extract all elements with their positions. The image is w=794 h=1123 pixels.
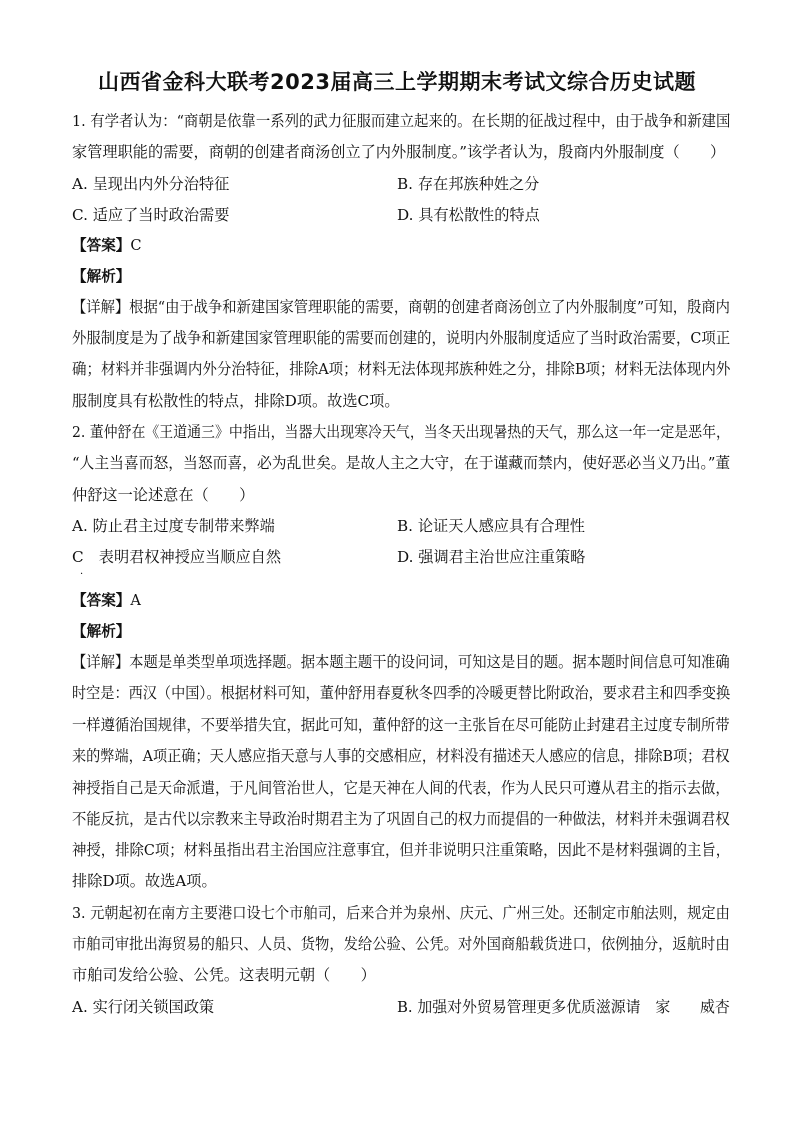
q1-detail-line-3: 确；材料并非强调内外分治特征，排除A项；材料无法体现邦族种姓之分，排除B项；材料无法体现内外: [72, 360, 731, 378]
q1-analysis-label: 【解析】: [72, 268, 131, 285]
q3-option-a: A. 实行闭关锁国政策: [72, 998, 215, 1016]
q3-stem-line-3: 市舶司发给公验、公凭。这表明元朝（ ）: [72, 966, 376, 984]
q1-option-c: C. 适应了当时政治需要: [72, 206, 230, 224]
q3-option-b: B. 加强对外贸易管理更多优质滋源请 家 威杏: [397, 998, 730, 1016]
q2-analysis-label: 【解析】: [72, 623, 131, 640]
q2-detail-line-4: 来的弊端，A项正确；天人感应指天意与人事的交感相应，材料没有描述天人感应的信息，排除B项；君权: [72, 747, 730, 765]
q2-option-a: A. 防止君主过度专制带来弊端: [72, 517, 275, 535]
q1-answer-value: C: [130, 237, 142, 254]
q3-stem-line-2: 市舶司审批出海贸易的船只、人员、货物，发给公验、公凭。对外国商船载货进口，依例抽分，返航时由: [72, 935, 730, 953]
q2-detail-line-6: 不能反抗，是古代以宗教来主导政治时期君主为了巩固自己的权力而提倡的一种做法，材料并未强调君权: [72, 810, 730, 828]
q2-detail-line-5: 神授指自己是天命派遣，于凡间管治世人，它是天神在人间的代表，作为人民只可遵从君主的指示去做，: [72, 779, 730, 797]
q2-stem-line-1: 2. 董仲舒在《王道通三》中指出，当器大出现寒冷天气，当冬天出现暑热的天气，那么这一年一定是恶年，: [72, 423, 730, 441]
q1-option-d: D. 具有松散性的特点: [397, 206, 540, 224]
q1-stem-line-2: 家管理职能的需要，商朝的创建者商汤创立了内外服制度。”该学者认为，殷商内外服制度（ ）: [72, 143, 726, 161]
q2-detail-line-7: 神授，排除C项；材料虽指出君主治国应注意事宜，但并非说明只注重策略，因此不是材料强调的主旨，: [72, 841, 731, 859]
q1-option-b: B. 存在邦族种姓之分: [397, 175, 540, 193]
stray-dot-mark: ·: [80, 569, 84, 580]
q2-stem-line-2: “人主当喜而怒，当怒而喜，必为乱世矣。是故人主之大守，在于谨藏而禁内，使好恶必当义乃出。”董: [72, 454, 731, 472]
q2-answer: [72, 589, 141, 610]
q1-option-a: A. 呈现出内外分治特征: [72, 175, 230, 193]
document-title: 山西省金科大联考2023届高三上学期期末考试文综合历史试题: [98, 70, 696, 94]
q1-stem-line-1: 1. 有学者认为：“商朝是依靠一系列的武力征服而建立起来的。在长期的征战过程中，由于战争和新建国: [72, 112, 731, 130]
q2-detail-line-8: 排除D项。故选A项。: [72, 872, 217, 890]
q2-detail-line-3: 一样遵循治国规律，不要举措失宜，据此可知，董仲舒的这一主张旨在尽可能防止封建君主过度专制所带: [72, 716, 730, 734]
q2-answer-label: 【答案】: [72, 592, 131, 609]
q1-detail-line-2: 外服制度是为了战争和新建国家管理职能的需要而创建的，说明内外服制度适应了当时政治需要，C项正: [72, 329, 731, 347]
q2-option-d: D. 强调君主治世应注重策略: [397, 548, 586, 566]
q2-answer-value: A: [130, 592, 141, 609]
q2-detail-line-1: 【详解】本题是单类型单项选择题。据本题主题干的设问词，可知这是目的题。据本题时间信息可知准确: [72, 653, 730, 671]
q2-option-b: B. 论证天人感应具有合理性: [397, 517, 585, 535]
q1-answer-label: 【答案】: [72, 237, 131, 254]
q1-answer: [72, 234, 142, 255]
q2-option-c: C 表明君权神授应当顺应自然: [72, 548, 282, 566]
q3-stem-line-1: 3. 元朝起初在南方主要港口设七个市舶司，后来合并为泉州、庆元、广州三处。还制定市舶法则，规定由: [72, 904, 730, 922]
q2-detail-line-2: 时空是：西汉（中国）。根据材料可知，董仲舒用春夏秋冬四季的冷暖更替比附政治，要求君主和四季变换: [72, 684, 731, 702]
q1-detail-line-4: 服制度具有松散性的特点，排除D项。故选C项。: [72, 392, 400, 410]
q2-stem-line-3: 仲舒这一论述意在（ ）: [72, 486, 255, 504]
q1-detail-line-1: 【详解】根据“由于战争和新建国家管理职能的需要，商朝的创建者商汤创立了内外服制度”可知，殷商内: [72, 298, 730, 316]
